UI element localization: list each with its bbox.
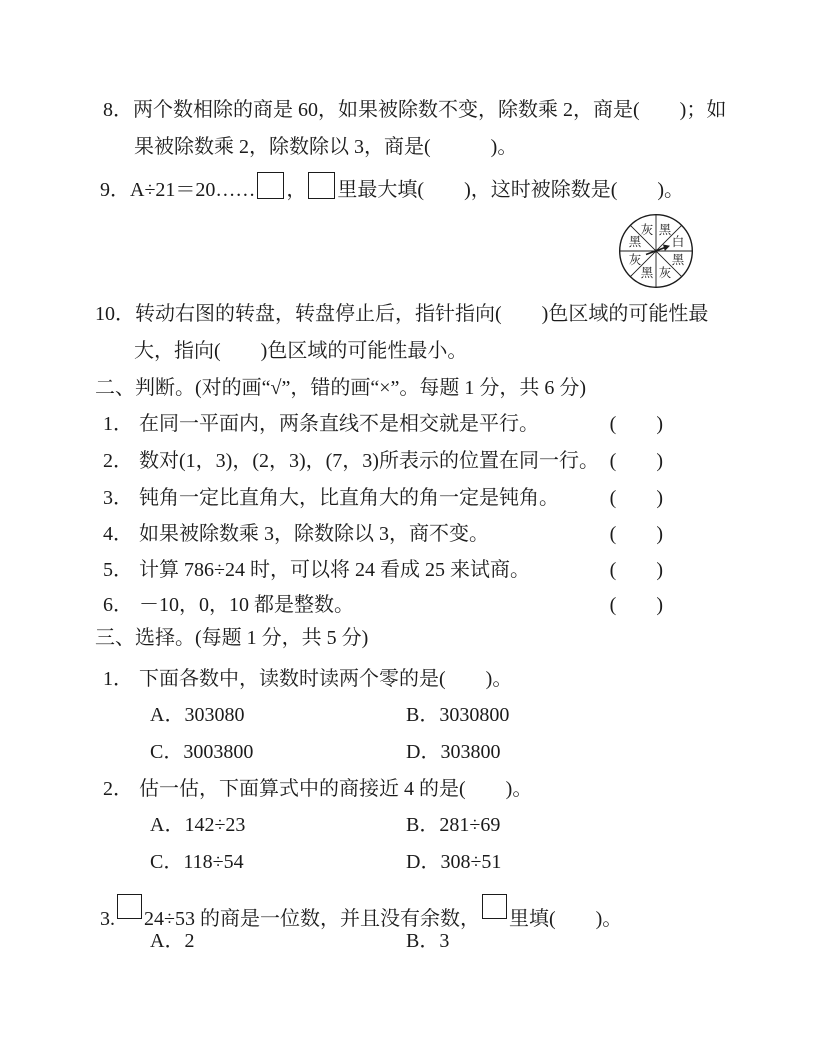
spinner-sector-label: 白 (671, 234, 685, 249)
judgment-1-number: 1． (103, 413, 133, 435)
option-b: B．3 (406, 930, 450, 952)
spinner-sector-label: 黑 (628, 234, 642, 249)
answer-parens: ( ) (609, 450, 663, 472)
option-b: B．281÷69 (406, 814, 501, 836)
spinner-sector-label: 灰 (628, 252, 642, 267)
judgment-2-number: 2． (103, 450, 133, 472)
answer-box (257, 172, 284, 199)
judgment-4-number: 4． (103, 523, 133, 545)
choice-2-options-cd (150, 849, 501, 875)
question-9-number: 9． (100, 179, 130, 201)
option-a: A．2 (150, 930, 195, 952)
spinner-sector-label: 黑 (640, 265, 654, 280)
answer-parens: ( ) (609, 413, 663, 435)
spinner-sector-label: 黑 (671, 252, 685, 267)
judgment-2-text: 数对(1，3)，(2，3)，(7，3)所表示的位置在同一行。 (139, 450, 599, 472)
judgment-item-3 (103, 485, 663, 511)
choice-3-text-2: 里填( )。 (508, 908, 623, 930)
option-b: B．3030800 (406, 704, 510, 726)
question-10-text-2: 大，指向( )色区域的可能性最小。 (134, 340, 468, 362)
choice-3-options-ab (150, 928, 449, 954)
judgment-6-text: －10，0，10 都是整数。 (139, 594, 354, 616)
option-d: D．303800 (406, 741, 501, 763)
judgment-item-1 (103, 411, 663, 437)
answer-box (308, 172, 335, 199)
option-c: C．118÷54 (150, 851, 244, 873)
judgment-4-text: 如果被除数乘 3，除数除以 3，商不变。 (139, 523, 489, 545)
judgment-item-2 (103, 448, 663, 474)
choice-1-options-cd (150, 739, 500, 765)
choice-3-number: 3. (100, 908, 115, 930)
question-10-number: 10． (95, 303, 135, 325)
choice-1-number: 1． (103, 668, 133, 690)
spinner-sector-label: 灰 (658, 265, 672, 280)
choice-1-options-ab (150, 702, 509, 728)
judgment-5-number: 5． (103, 559, 133, 581)
question-9-text-pre: A÷21＝20…… (130, 179, 256, 201)
choice-2 (103, 776, 532, 802)
judgment-3-text: 钝角一定比直角大，比直角大的角一定是钝角。 (139, 487, 559, 509)
color-spinner (618, 213, 694, 289)
option-c: C．3003800 (150, 741, 254, 763)
spinner-sector-label: 黑 (658, 222, 672, 237)
choice-3 (100, 894, 622, 932)
choice-section-header: 三、选择。(每题 1 分，共 5 分) (95, 627, 369, 649)
judgment-6-number: 6． (103, 594, 133, 616)
choice-2-text: 估一估，下面算式中的商接近 4 的是( )。 (139, 778, 533, 800)
judgment-item-4 (103, 521, 663, 547)
choice-2-options-ab (150, 812, 500, 838)
option-d: D．308÷51 (406, 851, 502, 873)
judgment-item-5 (103, 557, 663, 583)
answer-box (117, 894, 142, 919)
choice-2-number: 2． (103, 778, 133, 800)
answer-parens: ( ) (609, 523, 663, 545)
judgment-5-text: 计算 786÷24 时，可以将 24 看成 25 来试商。 (139, 559, 530, 581)
judgment-3-number: 3． (103, 487, 133, 509)
question-8-line-1 (103, 97, 726, 123)
choice-1-text: 下面各数中，读数时读两个零的是( )。 (139, 668, 513, 690)
question-10-line-1 (95, 301, 708, 327)
question-9 (100, 172, 684, 203)
question-8-line-2 (134, 134, 517, 160)
answer-parens: ( ) (609, 487, 663, 509)
answer-parens: ( ) (609, 559, 663, 581)
option-a: A．303080 (150, 704, 245, 726)
question-10-line-2 (134, 338, 467, 364)
option-a: A．142÷23 (150, 814, 246, 836)
answer-box (482, 894, 507, 919)
choice-1 (103, 666, 512, 692)
answer-parens: ( ) (609, 594, 663, 616)
question-8-text-1: 两个数相除的商是 60，如果被除数不变，除数乘 2，商是( )；如 (133, 99, 727, 121)
question-9-text-post: 里最大填( )，这时被除数是( )。 (337, 179, 685, 201)
judgment-section-header: 二、判断。(对的画“√”，错的画“×”。每题 1 分，共 6 分) (95, 377, 587, 399)
spinner-wheel (618, 213, 694, 289)
question-9-comma: ， (286, 179, 307, 201)
judgment-item-6 (103, 592, 663, 618)
question-8-text-2: 果被除数乘 2，除数除以 3，商是( )。 (134, 136, 518, 158)
question-10-text-1: 转动右图的转盘，转盘停止后，指针指向( )色区域的可能性最 (135, 303, 709, 325)
choice-3-text-1: 24÷53 的商是一位数，并且没有余数， (144, 908, 480, 930)
question-8-number: 8． (103, 99, 133, 121)
judgment-1-text: 在同一平面内，两条直线不是相交就是平行。 (139, 413, 539, 435)
spinner-sector-label: 灰 (640, 222, 654, 237)
